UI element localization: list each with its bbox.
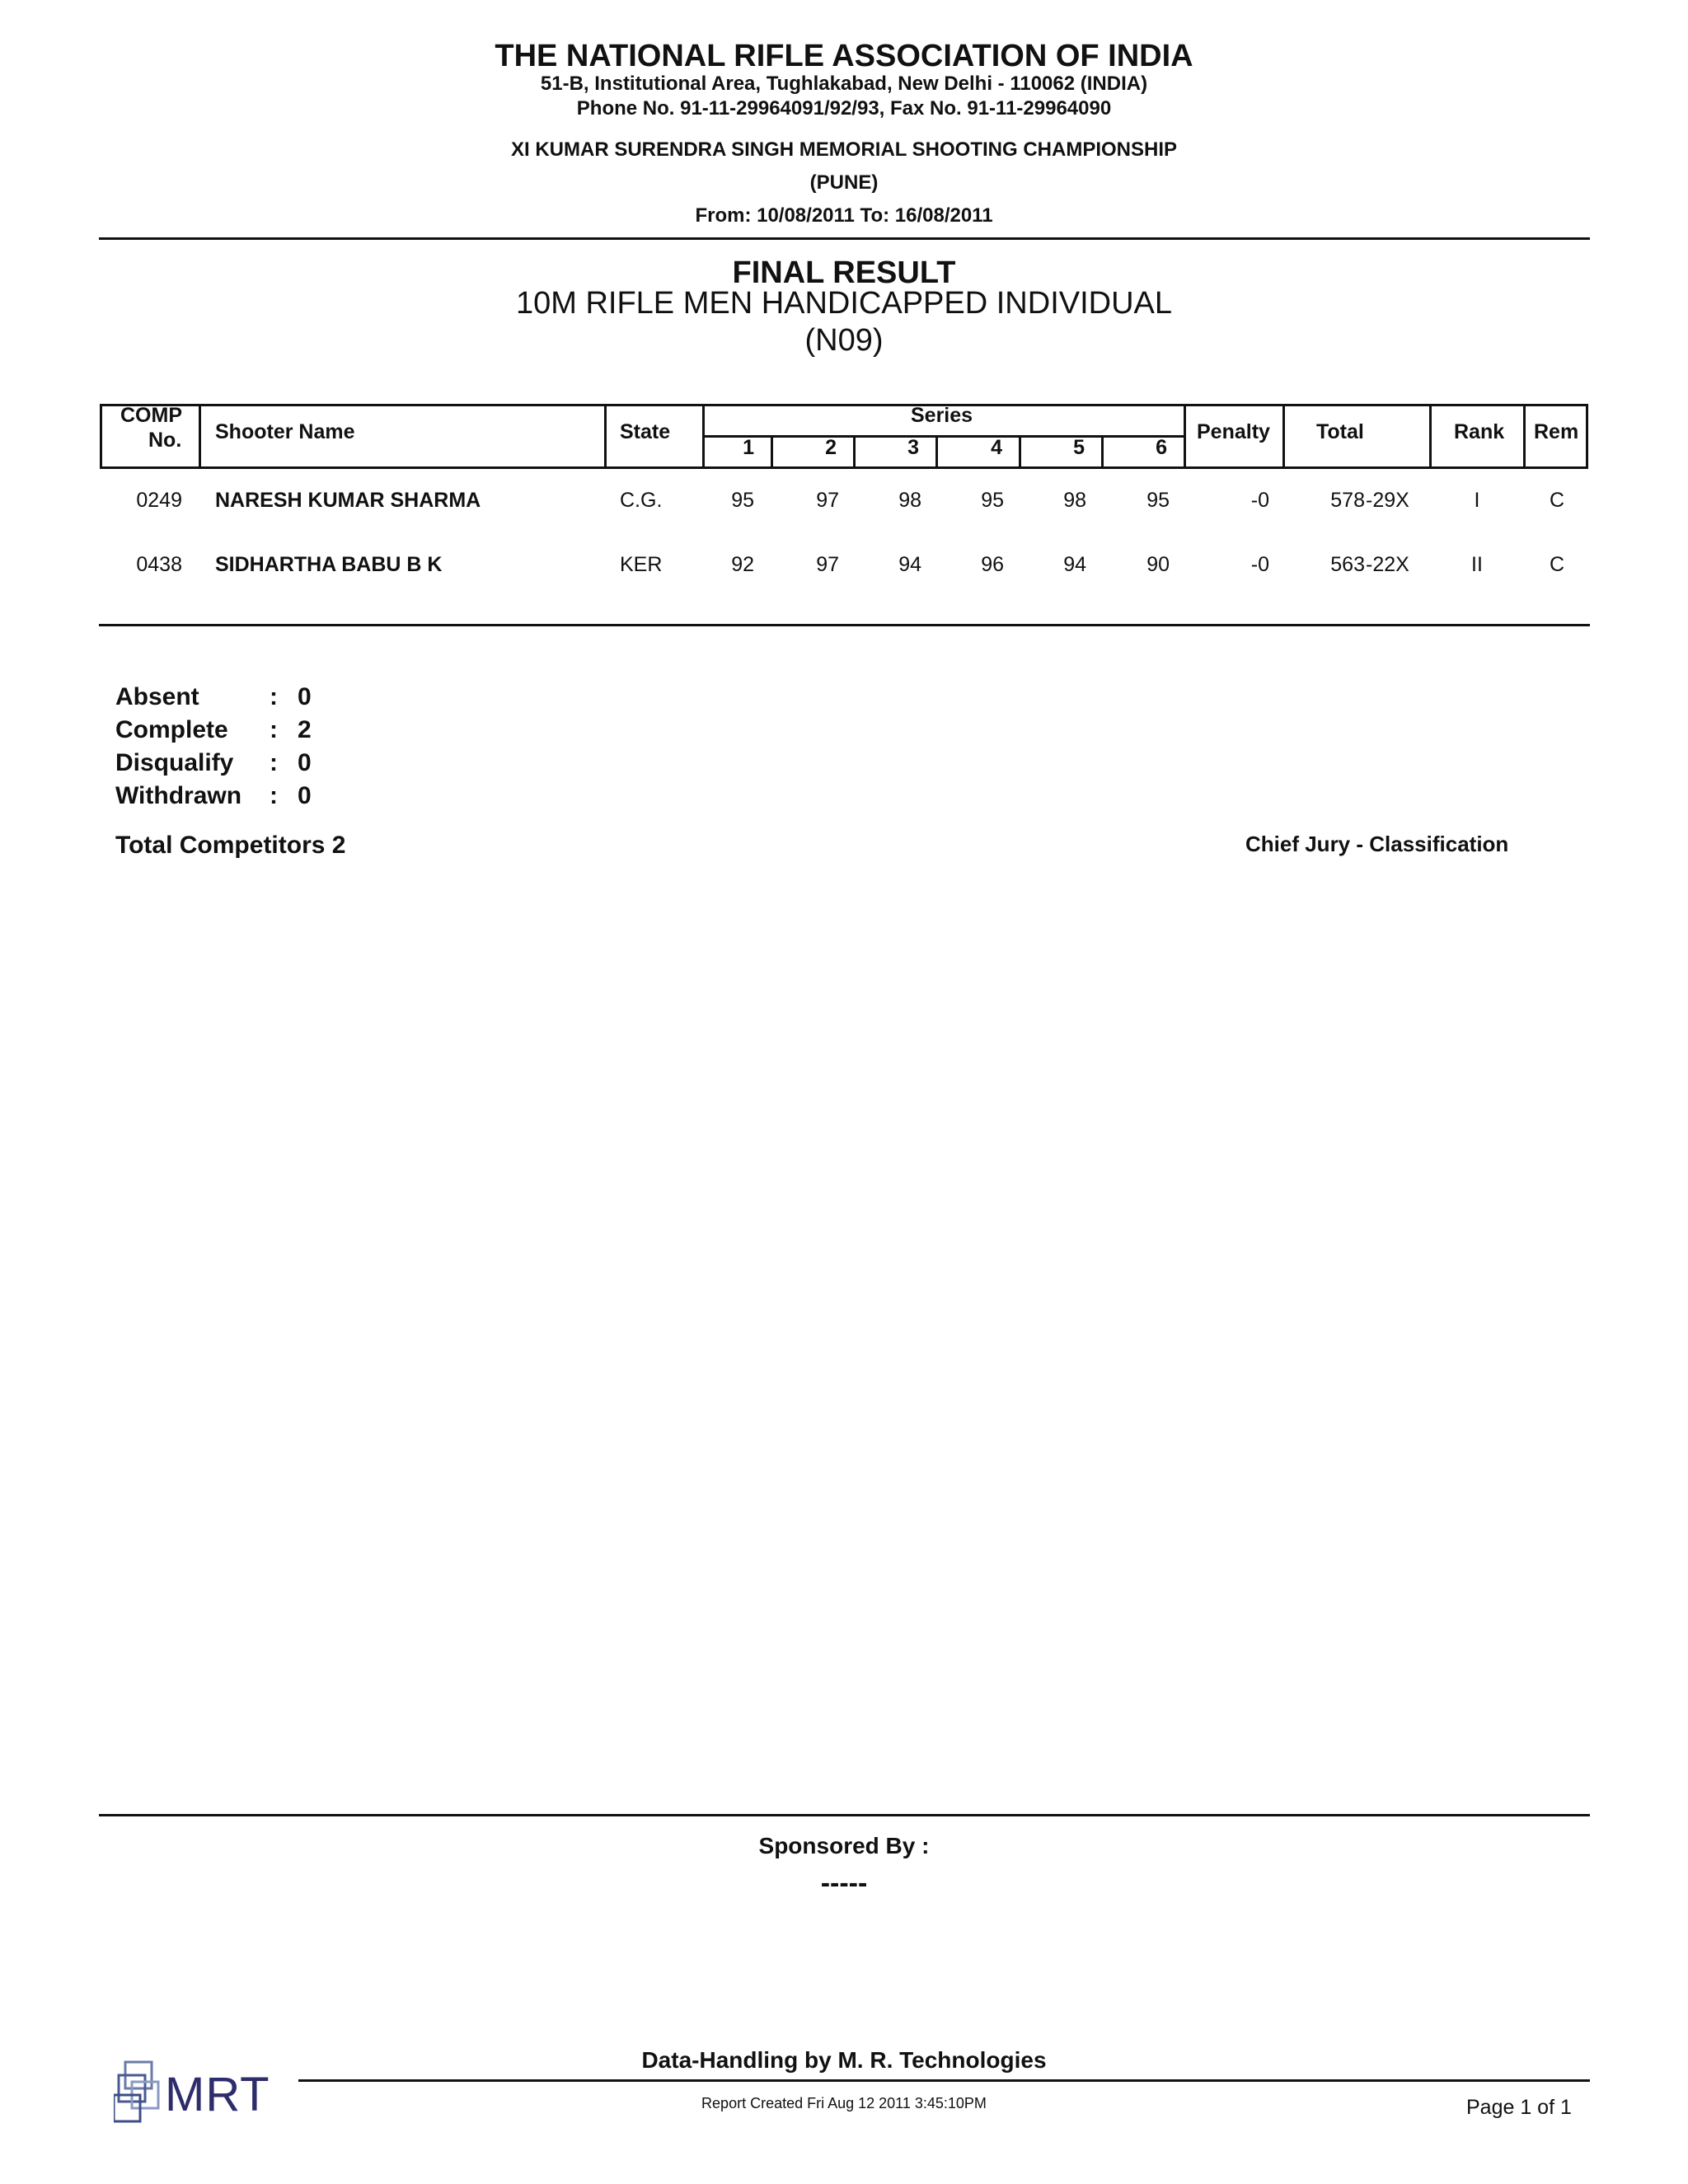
header-state: State [620,420,671,443]
column-divider [935,435,938,469]
series-divider [702,435,1185,438]
row1-shooter-name: NARESH KUMAR SHARMA [215,489,481,512]
header-rem: Rem [1534,420,1579,443]
row2-penalty: -0 [1250,553,1269,576]
row2-series-2: 97 [816,553,839,576]
organization-address: 51-B, Institutional Area, Tughlakabad, New Delhi - 110062 (INDIA) [540,73,1148,95]
summary-disqualify-value: 0 [298,749,312,776]
row2-series-5: 94 [1063,553,1086,576]
row1-series-2: 97 [816,489,839,512]
header-comp-no: No. [148,429,182,452]
row1-series-3: 98 [898,489,921,512]
header-shooter-name: Shooter Name [215,420,355,443]
row1-total: 578 [1330,489,1365,512]
championship-city: (PUNE) [809,171,879,194]
summary-complete-label: Complete [115,716,228,743]
header-divider [99,237,1590,240]
total-competitors: Total Competitors 2 [115,832,346,859]
sponsor-value: ----- [820,1868,868,1899]
row1-rem: C [1549,489,1565,512]
row2-rem: C [1549,553,1565,576]
column-divider [853,435,856,469]
column-divider [1282,404,1285,469]
summary-absent-label: Absent [115,683,199,710]
header-series: Series [911,404,973,427]
header-total: Total [1316,420,1364,443]
row1-series-6: 95 [1146,489,1170,512]
event-code: (N09) [804,323,884,358]
column-divider [199,404,201,469]
event-name: 10M RIFLE MEN HANDICAPPED INDIVIDUAL [515,286,1173,321]
column-divider [604,404,607,469]
sponsored-by-label: Sponsored By : [758,1833,930,1858]
row1-x-count: -29X [1366,489,1409,512]
chief-jury-label: Chief Jury - Classification [1245,832,1509,856]
row2-shooter-name: SIDHARTHA BABU B K [215,553,443,576]
data-handling-credit: Data-Handling by M. R. Technologies [641,2047,1047,2073]
summary-absent-value: 0 [298,683,312,710]
row2-total: 563 [1330,553,1365,576]
row2-state: KER [620,553,663,576]
summary-colon: : [270,716,278,743]
header-penalty: Penalty [1197,420,1270,443]
row1-comp-no: 0249 [136,489,182,512]
header-series-3: 3 [907,436,919,459]
row1-series-5: 98 [1063,489,1086,512]
report-created-timestamp: Report Created Fri Aug 12 2011 3:45:10PM [701,2095,987,2111]
header-series-5: 5 [1073,436,1085,459]
column-divider [1523,404,1526,469]
table-bottom-divider [99,624,1590,626]
championship-dates: From: 10/08/2011 To: 16/08/2011 [695,204,993,227]
organization-name: THE NATIONAL RIFLE ASSOCIATION OF INDIA [495,39,1193,73]
header-series-4: 4 [991,436,1002,459]
organization-phone: Phone No. 91-11-29964091/92/93, Fax No. 91-11-29964090 [576,97,1112,120]
row1-series-1: 95 [731,489,754,512]
row1-rank: I [1474,489,1480,512]
footer-divider [99,1814,1590,1816]
column-divider [1184,404,1186,469]
header-series-6: 6 [1156,436,1167,459]
row2-x-count: -22X [1366,553,1409,576]
row2-comp-no: 0438 [136,553,182,576]
summary-withdrawn-label: Withdrawn [115,782,242,809]
column-divider [1101,435,1104,469]
row1-series-4: 95 [981,489,1004,512]
header-series-2: 2 [825,436,837,459]
summary-withdrawn-value: 0 [298,782,312,809]
row2-series-4: 96 [981,553,1004,576]
row2-series-1: 92 [731,553,754,576]
header-comp: COMP [120,404,182,427]
row2-rank: II [1471,553,1483,576]
header-series-1: 1 [743,436,754,459]
column-divider [1429,404,1432,469]
summary-colon: : [270,782,278,809]
header-rank: Rank [1454,420,1505,443]
row1-penalty: -0 [1250,489,1269,512]
summary-colon: : [270,683,278,710]
row2-series-6: 90 [1146,553,1170,576]
row2-series-3: 94 [898,553,921,576]
summary-complete-value: 2 [298,716,312,743]
column-divider [771,435,773,469]
footer-bottom-divider [298,2079,1590,2082]
mrt-logo-text: MRT [165,2068,270,2121]
column-divider [1019,435,1021,469]
result-title: FINAL RESULT [732,255,956,290]
summary-colon: : [270,749,278,776]
summary-disqualify-label: Disqualify [115,749,234,776]
page-number: Page 1 of 1 [1466,2096,1572,2119]
championship-name: XI KUMAR SURENDRA SINGH MEMORIAL SHOOTING CHAMPIONSHIP [510,138,1178,161]
row1-state: C.G. [620,489,663,512]
